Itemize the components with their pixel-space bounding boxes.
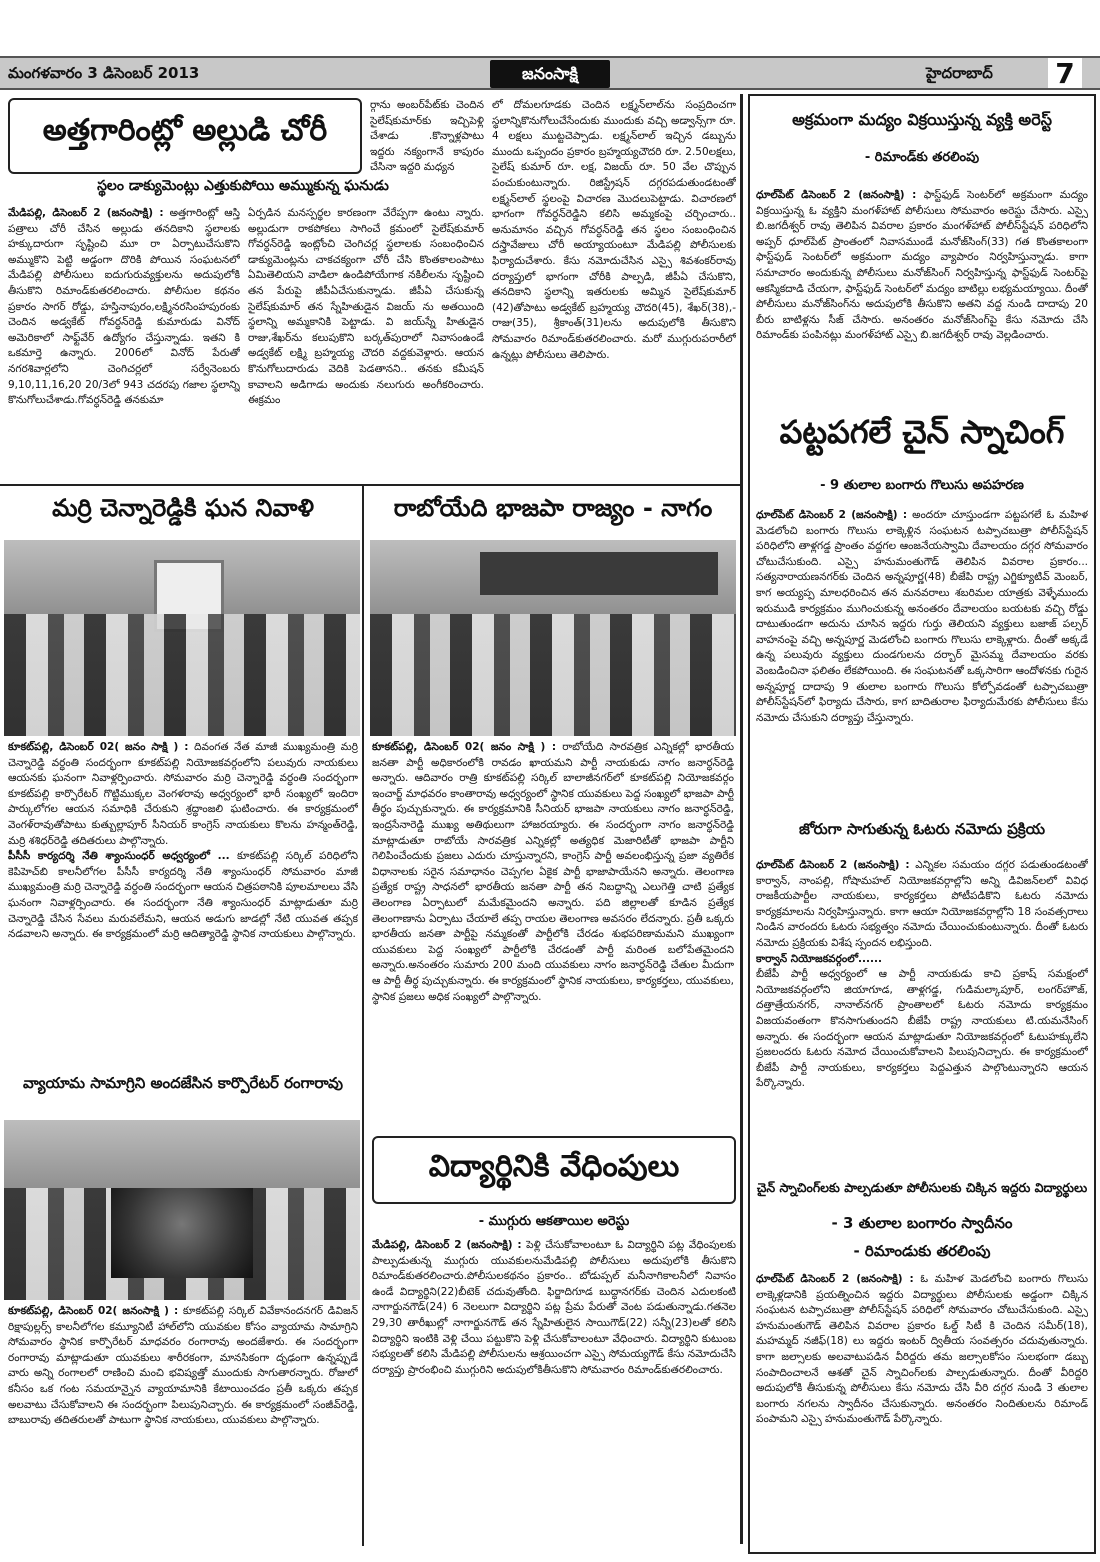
story6-dateline: ధూల్‌పేట్ డిసెంబర్ 2 (జనంసాక్షి) :: [756, 189, 917, 201]
story2-text2: కూకట్‌పల్లి సర్కిల్ పరిధిలోని కెపిహెచ్‌బి కాలనీలోగల పీసీసీ కార్యదర్శి నేతి శ్యాంసుంధర్ సోమవారం మాజీ ముఖ్యమంత్రి మర్రి చెన్నారెడ్డి వర్ధంతి సందర్భంగా ఆయన చిత్రపఠానికి పూలమాలలు వేసి ఘనంగా నివాళ్లర్పించారు. ఈ సందర్భంగా నేతి శ్యాంసుంధర్ మాట్లాడుతూ మర్రి చెన్నారెడ్డి చేసిన సేవలు మరువలేమని, ఆయన అడుగు జాడల్లో నేటి యువత తప్పక నడవాలని అన్నారు. ఈ కార్యక్రమంలో మర్రి ఆదిత్యారెడ్డి స్థానిక నాయకులు పాల్గొన్నారు.: [8, 850, 358, 941]
story2-dateline: కూకట్‌పల్లి, డిసెంబర్ 02( జనం సాక్షి ) :: [8, 741, 189, 753]
story1-col4: లో దోమలగూడకు చెందిన లక్ష్మన్‌లాల్‌ను సంప్రదించగా స్థలాన్నికొనుగోలుచేసేందుకు ముందుకు వచ్చి అడ్వాన్స్‌గా రూ. 4 లక్షలు ముట్టచెప్పాడు. లక్ష్మన్‌లాల్ ఇచ్చిన డబ్బును ముందు ఒప్పందం ప్రకారం బ్రహ్మయ్యచౌదరి రూ. 2.50లక్షలు, సైలేష్ కుమార్ రూ. లక్ష, విజయ్ రూ. 50 వేల చొప్పున పంచుకుంటున్నారు. రిజిస్ట్రేషన్ దగ్గరపడుతుండటంతో లక్ష్మన్‌లాల్ స్థలంపై విచారణ మొదలుపెట్టాడు. విచారణలో భాగంగా గోవర్ధన్‌రెడ్డిని కలిసి అమ్మకంపై చర్చించారు.. అనుమానం వచ్చిన గోవర్ధన్‌రెడ్డి తన స్థలం సంబంధించిన దస్త్రావేజులు చోరీ అయ్యాయంటూ మేడిపల్లి పోలీసులకు ఫిర్యాదుచేశారు. కేసు నమోదుచేసిన ఎస్సై శివశంకర్‌రావు దర్యాప్తులో భాగంగా చోరీకి పాల్పడి, జీపీఏ చేసుకొని, తనదికాని స్థలాన్ని ఇతరులకు అమ్మిన సైలేష్‌కుమార్ (42)తోపాటు అడ్వకేట్ బ్రహ్మయ్య చౌదరి(45), శేఖర్(38),-రాజు(35), శ్రీకాంత్(31)లను అదుపులోకి తీసుకొని సోమవారం రిమాండ్‌కుతరలించారు. మరో ముగ్గురుపరారీలో ఉన్నట్లు పోలీసులు తెలిపారు.: [492, 99, 736, 361]
story9-dateline: ధూల్‌పేట్ డిసెంబర్ 2 (జనంసాక్షి) :: [756, 1273, 914, 1285]
column-divider: [740, 94, 743, 1544]
story4-photo: [370, 540, 736, 736]
story2-subhead: పీసీసీ కార్యదర్శి నేతి శ్యాంసుంధర్ అధ్వర్యంలో ...: [8, 850, 230, 863]
story1-dateline: మేడిపల్లి, డిసెంబర్ 2 (జనంసాక్షి) :: [8, 207, 164, 219]
story2-photo: [4, 540, 360, 736]
story6-body: [756, 188, 1088, 394]
story3-photo: [4, 1120, 360, 1300]
story5-dateline: మేడిపల్లి, డిసెంబర్ 2 (జనంసాక్షి) :: [372, 1239, 522, 1251]
story1-col3: ర్గాను అంబర్‌పేట్‌కు చెందిన సైలేష్‌కుమార్‌కు ఇచ్చిపెళ్లి చేశాడు .కొన్నాళ్లపాటు ఇద్దరు నక్యంగానే కాపురం చేసినా ఇద్దరి మధ్యన: [370, 99, 484, 174]
edition-city: హైదరాబాద్: [926, 64, 993, 82]
story8-subhead: కార్వాన్ నియోజకవర్గంలో......: [756, 952, 882, 965]
story7-dateline: ధూల్‌పేట్ డిసెంబర్ 2 (జనంసాక్షి) :: [756, 509, 908, 521]
story8-text2: బీజేపీ పార్టీ అధ్వర్యంలో ఆ పార్టీ నాయకుడు కాచి ప్రకాష్ సమక్షంలో నియోజకవర్గంలోని జియాగూడ, తాళ్లగడ్డ, గుడిమల్కాపూర్, లంగర్‌హౌజ్, దత్తాత్రేయనగర్, నానాల్‌నగర్ ప్రాంతాలలో ఓటరు నమోదు కార్యక్రమం విజయవంతంగా కొనసాగుతుందని బీజేపీ రాష్ట్ర నాయకులు టి.యమనేసింగ్ అన్నారు. ఈ సందర్భంగా ఆయన మాట్లాడుతూ నియోజకవర్గంలో ఓటుహక్కులేని ప్రజలందరు ఓటరు నమోద చేయించుకోవాలని పిలుపునిచ్చారు. ఈ కార్యక్రమంలో బీజేపీ పార్టీ నాయకులు, కార్యకర్తలు పెద్దఎత్తున పాల్గొంటున్నారని ఆయన పేర్కొన్నారు.: [756, 968, 1088, 1090]
story2-text: దివంగత నేత మాజీ ముఖ్యమంత్రి మర్రి చెన్నారెడ్డి వర్ధంతి సందర్భంగా కూకట్‌పల్లి నియోజకవర్గంలోని పలువురు నాయకులు ఆయనకు ఘనంగా నివాళ్లర్పించారు. సోమవారం మర్రి చెన్నారెడ్డి వర్ధంతి సందర్భంగా కూకట్‌పల్లి కార్పొరేటర్ గొట్టిముక్కల వెంగళరావు అధ్వర్యంలో భారీ సంఖ్యలో ఇందిరా పార్కులోగల ఆయన సమాధికి చేరుకుని శ్రద్ధాంజలి ఘటించారు. ఈ కార్యక్రమంలో వెంగళ్‌రావుతోపాటు కుత్బుల్లాపూర్ సీనియర్ కాంగ్రెస్ నాయకులు కొలను హన్మంత్‌రెడ్డి, మర్రి శశిధర్‌రెడ్డి తదితరులు పాల్గొన్నారు.: [8, 741, 358, 847]
story4-dateline: కూకట్‌పల్లి, డిసెంబర్ 02( జనం సాక్షి ) :: [372, 741, 557, 753]
masthead: [0, 56, 1100, 90]
story1-headline-box: [8, 98, 362, 174]
story5-text: పెళ్లి చేసుకోవాలంటూ ఓ విద్యార్థిని పట్ల వేధింపులకు పాల్పుడుతున్న ముగ్గురు యువకులనుమేడిపల్లి పోలీసులు అదుపులోకి తీసుకొని రిమాండ్‌కుతరలించారు.పోలీసులకథనం ప్రకారం.. బోడుప్పల్ మనీనాగికాలనీలో నివాసం ఉండే విద్యార్థిని(22)బీటెక్ చదువుతోంది. ఫిర్జాదిగూడ బుద్ధానగర్‌కు చెందిన ఎదులకంటి నాగార్జునగౌడ్(24) 6 నెలలుగా విద్యార్థిని పట్ల ప్రేమ పేరుతో వెంట పడుతున్నాడు.గతనెల 29,30 తారీఖుల్లో నాగార్జునగౌడ్ తన స్నేహితులైన సాయిగౌడ్(22) సన్నీ(23)లతో కలిసి విద్యార్థిని ఇంటికి వెళ్లి చేయి పట్టుకొని పెళ్లి చేసుకోవాలంటూ వేధించారు. విద్యార్థిని కుటుంబ సభ్యులతో కలిసి మేడిపల్లి పోలీసులను ఆశ్రయించగా ఎస్సై సోమయ్యగౌడ్ కేసు నమోదుచేసి దర్యాప్తు ప్రారంభించి ముగ్గురిని అదుపులోకితీసుకొని సోమవారం రిమాండ్‌కుతరలించారు.: [372, 1239, 736, 1376]
story9-subhead-b: - రిమాండుకు తరలింపు: [853, 1242, 991, 1260]
story3-body: [8, 1304, 358, 1544]
story5-body: [372, 1238, 736, 1544]
story1-headline: అత్తగారింట్లో అల్లుడి చోరీ: [42, 113, 328, 148]
story3-headline: వ్యాయామ సామాగ్రిని అందజేసిన కార్పొరేటర్ రంగారావు: [22, 1074, 344, 1092]
story6-text: ఫాస్ట్‌ఫుడ్ సెంటర్‌లో అక్రమంగా మద్యం విక్రయిస్తున్న ఓ వ్యక్తిని మంగళ్‌హాట్ పోలీసులు సోమవారం అరెస్టు చేసారు. ఎస్సై బి.జగదీశ్వర్ రావు తెలిపిన వివరాల ప్రకారం మంగళ్‌హాట్ పోలీస్‌స్టేషన్ పరిధిలోని అప్పర్ ధూల్‌పేట్ ప్రాంతంలో నివాసముండే మనోజ్‌సింగ్(33) గత కొంతకాలంగా ఫాస్ట్‌ఫుడ్ సెంటర్‌లో అక్రమంగా మద్యం వ్యాపారం నిర్వహిస్తున్నాడు. కాగా సమాచారం అందుకున్న పోలీసులు మనోజ్‌సింగ్ నిర్వహిస్తున్న ఫాస్ట్‌ఫుడ్ సెంటర్‌పై ఆకస్మికదాడి చేయగా, ఫాస్ట్‌ఫుడ్ సెంటర్‌లో మద్యం బాటిల్లు లభ్యమయ్యాయి. దీంతో పోలీసులు మనోజ్‌సింగ్‌ను అదుపులోకి తీసుకొని అతని వద్ద నుండి దాదాపు 20 బీరు బాటిళ్లను సీజ్ చేసారు. అనంతరం మనోజ్‌సింగ్‌పై కేసు నమోదు చేసి రిమాండ్‌కు పంపినట్లు మంగళ్‌హాట్ ఎస్సై బి.జగదీశ్వర్ రావు వెల్లడించారు.: [756, 189, 1088, 342]
story3-text: కూకట్‌పల్లి సర్కిల్ వివేకానందనగర్ డివిజన్ రిక్షాపుల్లర్స్ కాలనీలోగల కమ్యూనిటీ హాల్‌లోని యువకుల కోసం వ్యాయామ సామాగ్రిని సోమవారం స్థానిక కార్పొరేటర్ మాధవరం రంగారావు అందజేశారు. ఈ సందర్భంగా రంగారావు మాట్లాడుతూ యువకులు శారీరకంగా, మానసికంగా దృఢంగా ఉన్నప్పుడే వారు అన్ని రంగాలలో రాణించి మంచి భవిష్యత్తో ముందుకు సాగుతారన్నారు. రోజులో కనీసం ఒక గంట సమయాన్నైన వ్యాయామానికి కేటాయించడం ప్రతీ ఒక్కరు తప్పక అలవాటు చేసుకోవాలని ఈ సందర్భంగా పిలుపునిచ్చారు. ఈ కార్యక్రమంలో సంజీవ్‌రెడ్డి, బాబురావు తదితరులతో పాటుగా స్థానిక నాయకులు, యువకులు పాల్గొన్నారు.: [8, 1305, 358, 1427]
story9-text: ఓ మహిళ మెడలోంచి బంగారు గొలుసు లాక్కెళ్లడానికి ప్రయత్నించిన ఇద్దరు విద్యార్థులు పోలీసులకు అడ్డంగా చిక్కిన సంఘటన టప్పాచబుత్రా పోలీస్‌స్టేషన్ పరిధిలో సోమవారం చోటుచేసుకుంది. ఎస్సై హనుమంతుగౌడ్ తెలిపిన వివరాల ప్రకారం ఓల్డ్ సిటీ కి చెందిన సమీర్(18), మహమ్మద్ నజీఫ్(18) లు ఇద్దరు ఇంటర్ ద్వితీయ సంవత్సరం చదువుతున్నారు. కాగా జల్సాలకు అలవాటుపడిన వీరిద్దరు తమ జల్సాలకోసం సులభంగా డబ్బు సంపాదించాలనే ఆశతో చైన్ స్నాచింగ్‌లకు పాల్పడుతున్నారు. దీంతో వీరిద్దరి అదుపులోకి తీసుకున్న పోలీసులు కేసు నమోదు చేసి వీరి దగ్గర నుండి 3 తులాల బంగారు నగలను స్వాదీనం చేసుకున్నారు. అనంతరం నిందితులను రిమాండ్ పంపామని ఎస్సై హనుమంతుగౌడ్ పేర్కొన్నారు.: [756, 1273, 1088, 1426]
story4-headline: రాబోయేది భాజపా రాజ్యం - నాగం: [393, 494, 713, 522]
story7-headline: పట్టపగలే చైన్ స్నాచింగ్: [779, 414, 1065, 451]
story5-headline: విద్యార్థినికి వేధింపులు: [428, 1149, 680, 1184]
story9-subhead: - 3 తులాల బంగారం స్వాదీనం: [831, 1214, 1013, 1232]
story8-body: [756, 858, 1088, 1156]
story4-body: [372, 740, 734, 1120]
issue-date: మంగళవారం 3 డిసెంబర్ 2013: [8, 64, 200, 82]
story2-headline: మర్రి చెన్నారెడ్డికి ఘన నివాళి: [52, 494, 314, 522]
story3-dateline: కూకట్‌పల్లి, డిసెంబర్ 02( జనంసాక్షి ) :: [8, 1305, 179, 1317]
story7-subhead: - 9 తులాల బంగారు గొలుసు అపహరణ: [820, 478, 1024, 493]
story9-headline: చైన్ స్నాచింగ్‌లకు పాల్పడుతూ పోలీసులకు చిక్కిన ఇద్దరు విద్యార్థులు: [756, 1180, 1088, 1195]
story8-headline: జోరుగా సాగుతున్న ఓటరు నమోదు ప్రక్రియ: [798, 820, 1046, 838]
story8-text: ఎన్నికల సమయం దగ్గర పడుతుండటంతో కార్వాన్, నాంపల్లి, గోషామహల్ నియోజకవర్గాల్లోని అన్ని డివిజన్‌లలో వివిధ రాజకీయపార్టీల నాయకులు, కార్యకర్తలు పోటీపడికొని ఓటరు నమోదు కార్యక్రమాలను నిర్వహిస్తున్నారు. కాగా ఆయా నియోజకవర్గాల్లోని 18 సంవత్సరాలు నిండిన వారందరు ఓటరు సభ్యత్వం నమోదు చేయించుకుంటున్నారు. దీంతో ఓటరు నమోదు ప్రక్రియకు విశేష స్పందన లభిస్తుంది.: [756, 859, 1088, 949]
section-divider: [0, 484, 740, 486]
story5-subhead: - ముగ్గురు ఆకతాయిల అరెస్టు: [478, 1214, 630, 1229]
story1-col2: ఏర్పడిన మనస్పర్థల కారణంగా వేరేప్పగా ఉంటు న్నారు. అల్లుడుగా రాకపోకలు సాగించే క్రమంలో సైలేష్‌కుమార్ గోవర్ధన్‌రెడ్డి ఇంట్లోంచి చెంగిచర్ల స్థలాలకు సంబంధించిన డాక్యుమెంట్లను చాకచక్యంగా చోరీ చేసి కొంతకాలంపాటు ఏమితెలియని వాడిలా ఉండిపోయేగాక నకిలీలను సృష్టించి తన పేరుపై జీపీఏచేసుకున్నాడు. జీపీఏ చేసుకున్న సైలేష్‌కుమార్ తన స్నేహితుడైన విజయ్ ను అతయింది స్థలాన్ని అమ్మకానికి పెట్టాడు. వి జయ్‌స్నే హితుడైన రాజు,శేఖర్‌ను కలుపుకొని బర్కత్‌పురాలో నివాసంఉండే అడ్వకేట్ లక్ష్మి బ్రహ్మయ్య చౌదరి వద్దకువెళ్లారు. ఆయన కొనుగోలుదారుడు వెదికి పెడతానని.. తనకు కమీషన్ కావాలని అడిగాడు అందుకు నలుగురు అంగీకరించారు. ఈక్రమం: [248, 207, 484, 407]
newspaper-logo: జనంసాక్షి: [490, 60, 610, 88]
story1-col1: [8, 206, 240, 480]
story5-headline-box: [372, 1136, 736, 1204]
story6-subhead: - రిమాండ్‌కు తరలింపు: [864, 150, 980, 165]
story7-text: అందరూ చూస్తుండగా పట్టపగలే ఓ మహిళ మెడలోంచి బంగారు గొలుసు లాక్కెళ్లిన సంఘటన టప్పాచబుత్రా పోలీస్‌స్టేషన్ పరిధిలోని తాళ్లగడ్డ ప్రాంతం వద్దగల ఆంజనేయస్వామి దేవాలయం దగ్గర సోమవారం చోటుచేసుకుంది. ఎస్సై హనుమంతుగౌడ్ తెలిపిన వివరాల ప్రకారం... సత్యనారాయణనగర్‌కు చెందిన అన్నపూర్ణ(48) బీజేపి రాష్ట్ర ఎగ్జిక్యూటివ్ మెంబర్, కాగ అయ్యప్ప మాలధరించిన తన మనవరాలు శబరిమల యాత్రకు వెళ్ళేముందు ఇరుముడి కార్యక్రమం ముగించుకున్న అనంతరం దేవాలయం బయటకు వచ్చి రోడ్డు దాటుతుండగా అదును చూసిన ఇద్దరు గుర్తు తెలియని వ్యక్తులు బజాజ్ పల్సర్ వాహనంపై వచ్చి అన్నపూర్ణ మెడలోంచి బంగారు గొలుసు లాక్కెళ్లారు. దీంతో అక్కడే ఉన్న పలువురు వ్యక్తులు దుండగులను దర్బార్ మైసమ్మ దేవాలయం వరకు వెంబడించినా ఫలితం లేకపోయింది. ఈ సంఘటనతో ఒక్కసారిగా ఆందోళనకు గురైన అన్నపూర్ణ దాదాపు 9 తులాల బంగారు గొలుసు కోల్పోవడంతో టప్పాచబుత్రా పోలీస్‌స్టేషన్‌లో ఫిర్యాదు చేసారు, కాగ బాదితురాల ఫిర్యాదుమేరకు పోలీసులు కేసు నమోదు చేసుకుని దర్యాప్తు చేస్తున్నారు.: [756, 509, 1088, 724]
story4-text: రాబోయేది సారవత్రిక ఎన్నికల్లో భారతీయ జనతా పార్టీ అధికారంలోకి రావడం ఖాయమని పార్టీ నాయకుడు నాగం జనార్ధన్‌రెడ్డి అన్నారు. ఆదివారం రాత్రి కూకట్‌పల్లి సర్కిల్ బాలాజీనగర్‌లో కూకట్‌పల్లి నియోజకవర్గం ఇంచార్జ్ మాధవరం కాంతారావు అధ్వర్యంలో స్థానిక యువకులు పెద్ద సంఖ్యలో భాజపా పార్టీ తీర్థం పుచ్చుకున్నారు. ఈ కార్యక్రమానికి సీనియర్ భాజపా నాయకులు నాగం జనార్ధన్‌రెడ్డి, ఇంద్రసేనారెడ్డి ముఖ్య అతిథులుగా హాజరయ్యారు. ఈ సందర్భంగా నాగం జనార్ధన్‌రెడ్డి మాట్లాడుతూ రాబోయే సారవత్రిక ఎన్నికల్లో అత్యధిక మెజారిటీతో భాజపా పార్టీని గెలిపించేందుకు ప్రజలు ఎదురు చూస్తున్నారని, కాంగ్రెస్ పార్టీ అవలంభిస్తున్న ప్రజా వ్యతిరేక విధానాలకు సరైన సమాధానం చెప్పగల ఏకైక పార్టీ భాజాపాయేనని అన్నారు. తెలంగాణ ప్రత్యేక రాష్ట్ర సాధనలో భారతీయ జనతా పార్టీ తన నిబద్ధాన్ని ఎలుగెత్తి చాటి ప్రత్యేక తెలంగాణ ఏర్పాటులో మమేకమైందని అన్నారు. పది జిల్లాలతో కూడిన ప్రత్యేక తెలంగాణాను ఏర్పాటు చేయాలే తప్ప రాయల తెలంగాణ అవసరం లేదన్నారు. ప్రతీ ఒక్కరు భారతీయ జనతా పార్టీపై నమ్మకంతో పార్టీలోకి చేరడం శుభపరిణామమని ముఖ్యంగా యువకులు పెద్ద సంఖ్యలో పార్టీలోకి చేరడంతో పార్టీ మరింత బలోపేతమైందని అన్నారు.అనంతరం సుమారు 200 మంది యువకులు నాగం జనార్ధన్‌రెడ్డి చేతుల మీదుగా ఆ పార్టీ తీర్థ పుచ్చుకున్నారు. ఈ కార్యక్రమంలో స్థానిక నాయకులు, కార్యకర్తలు, యువకులు, స్థానిక ప్రజలు అధిక సంఖ్యలో పాల్గొన్నారు.: [372, 741, 734, 1003]
column-divider: [362, 486, 364, 1546]
story7-body: [756, 508, 1088, 808]
page-number: 7: [1048, 56, 1082, 90]
story9-body: [756, 1272, 1088, 1542]
story8-dateline: ధూల్‌పేట్ డిసెంబర్ 2 (జనంసాక్షి) :: [756, 859, 910, 871]
story1-text1: అత్తగారింట్లో ఆస్తి పత్రాలు చోరీ చేసిన అల్లుడు తనదికాని స్థలాలకు హక్కుదారుగా సృష్టించి మూ రా ఏర్పాటుచేసుకొని అమ్ముకొని పెట్టి అడ్డంగా దొరికి పోయిన సంఘటనలో మేడిపల్లి పోలీసులు ఐదుగురువ్యక్తులను అదుపులోకి తీసుకొని రిమాండ్‌కుతరలించారు. పోలీసుల కథనం ప్రకారం సాగర్ రోడ్డు, హస్తినాపురం,లక్ష్మినరసింహపురంకు చెందిన అడ్వకేట్ గోవర్ధన్‌రెడ్డి కుమారుడు వినోద్ అమెరికాలో సాఫ్ట్‌వేర్ ఉద్యోగం చేస్తున్నాడు. ఇతని కి ఒకమార్తె ఉన్నారు. 2006లో వినోద్ పేరుతో నగరశివార్లలోని చెంగిచర్లలో సర్వేనెంబరు 9,10,11,16,20 20/3లో 943 చదరపు గజాల స్థలాన్ని కొనుగోలుచేశాడు.గోవర్ధన్‌రెడ్డి తనకుమా: [8, 207, 240, 407]
story1-subhead: స్థలం డాక్యుమెంట్లు ఎత్తుకుపోయి అమ్ముకున్న ఘనుడు: [97, 178, 389, 194]
story6-headline: అక్రమంగా మద్యం విక్రయిస్తున్న వ్యక్తి అరెస్ట్: [792, 110, 1052, 129]
story2-body: [8, 740, 358, 1032]
